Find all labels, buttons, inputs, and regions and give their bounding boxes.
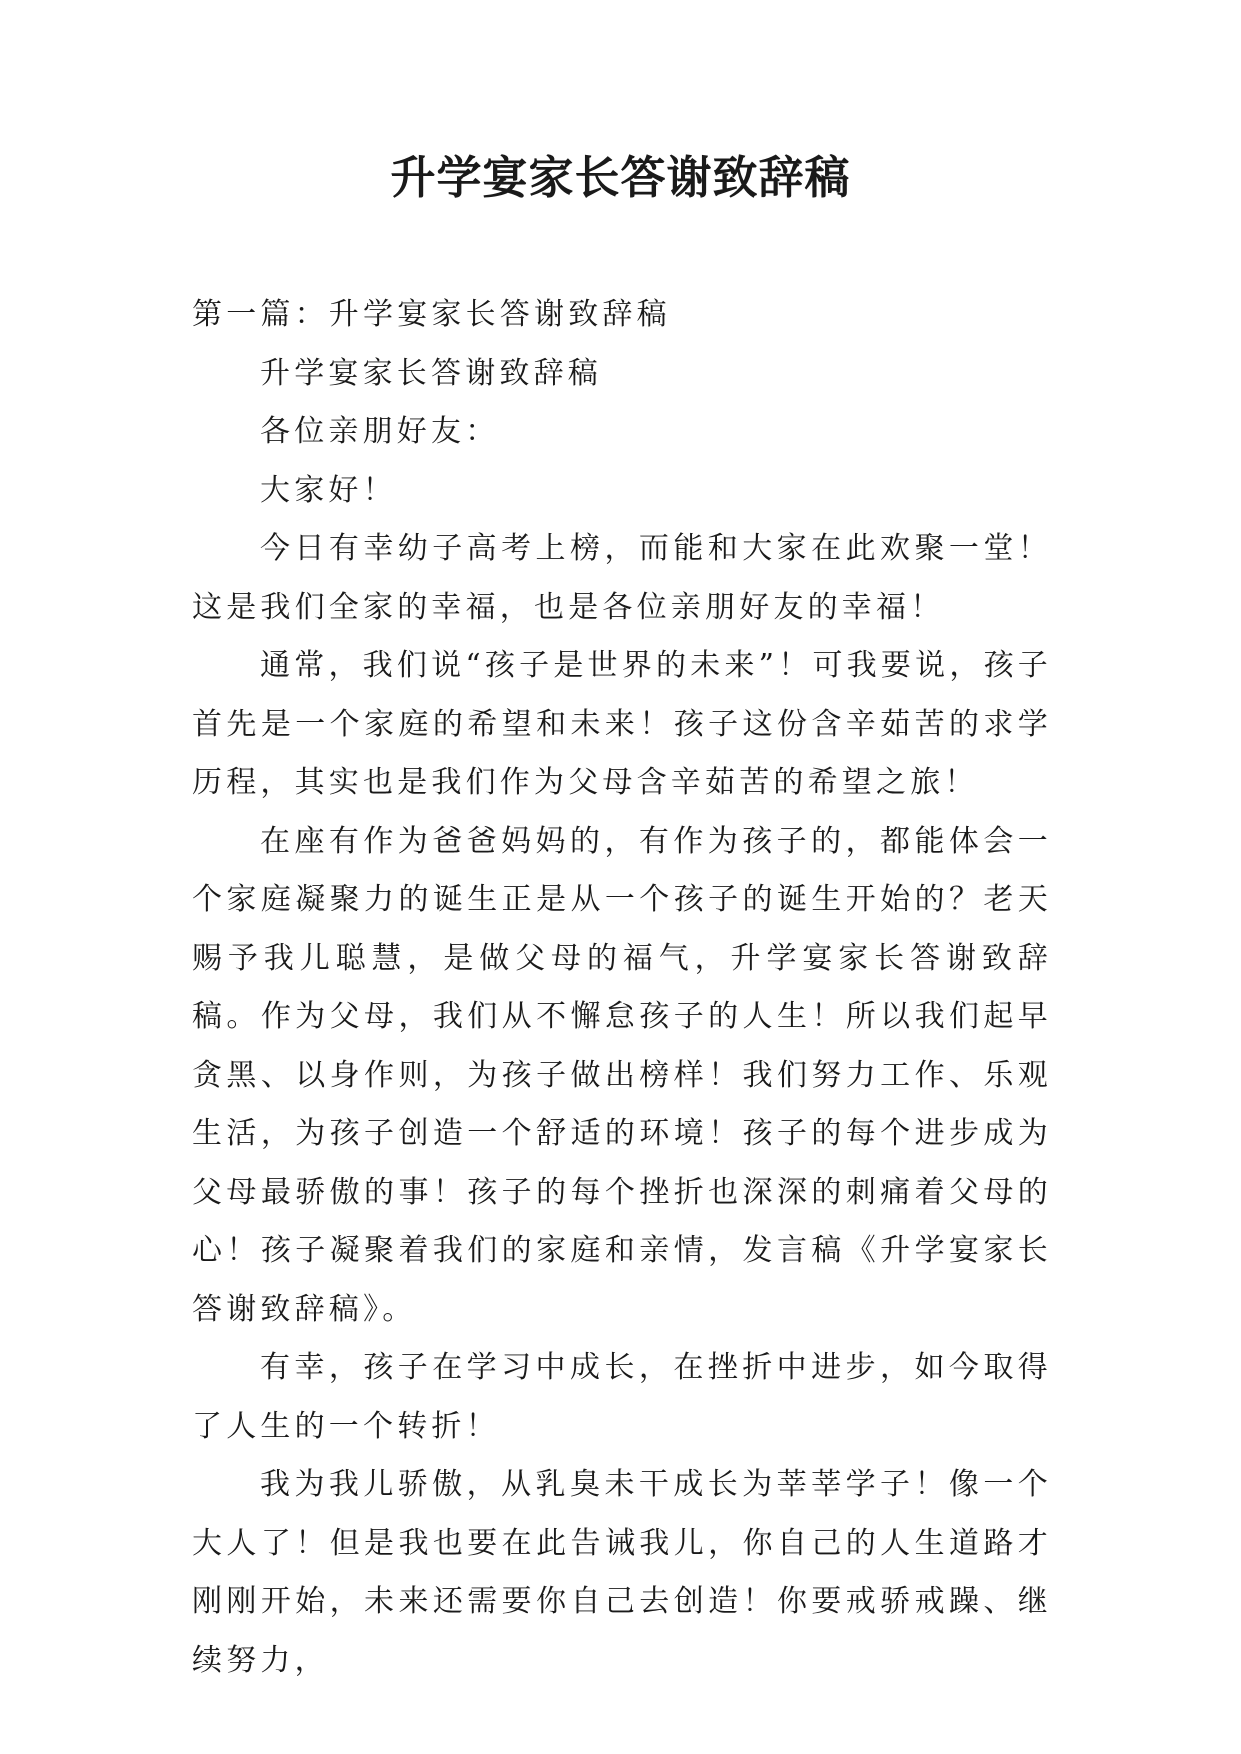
salutation-paragraph: 各位亲朋好友： xyxy=(260,414,500,449)
section-heading: 第一篇：升学宴家长答谢致辞稿 xyxy=(192,297,671,332)
body-paragraph: 今日有幸幼子高考上榜，而能和大家在此欢聚一堂！这是我们全家的幸福，也是各位亲朋好友的幸福！ xyxy=(192,531,1052,625)
body-paragraph: 在座有作为爸爸妈妈的，有作为孩子的，都能体会一个家庭凝聚力的诞生正是从一个孩子的诞生开始的？老天赐予我儿聪慧，是做父母的福气，升学宴家长答谢致辞稿。作为父母，我们从不懈怠孩子的人生！所以我们起早贪黑、以身作则，为孩子做出榜样！我们努力工作、乐观生活，为孩子创造一个舒适的环境！孩子的每个进步成为父母最骄傲的事！孩子的每个挫折也深深的刺痛着父母的心！孩子凝聚着我们的家庭和亲情，发言稿《升学宴家长答谢致辞稿》。 xyxy=(192,823,1052,1327)
greeting-paragraph: 大家好！ xyxy=(260,472,397,508)
document-body xyxy=(192,286,1052,1690)
body-paragraph: 有幸，孩子在学习中成长，在挫折中进步，如今取得了人生的一个转折！ xyxy=(192,1350,1052,1444)
body-paragraph: 通常，我们说“孩子是世界的未来”！可我要说，孩子首先是一个家庭的希望和未来！孩子这份含辛茹苦的求学历程，其实也是我们作为父母含辛茹苦的希望之旅！ xyxy=(192,648,1052,800)
body-paragraph: 我为我儿骄傲，从乳臭未干成长为莘莘学子！像一个大人了！但是我也要在此告诫我儿，你自己的人生道路才刚刚开始，未来还需要你自己去创造！你要戒骄戒躁、继续努力， xyxy=(192,1467,1052,1678)
subtitle-paragraph: 升学宴家长答谢致辞稿 xyxy=(260,355,602,391)
document-title: 升学宴家长答谢致辞稿 xyxy=(390,151,851,204)
